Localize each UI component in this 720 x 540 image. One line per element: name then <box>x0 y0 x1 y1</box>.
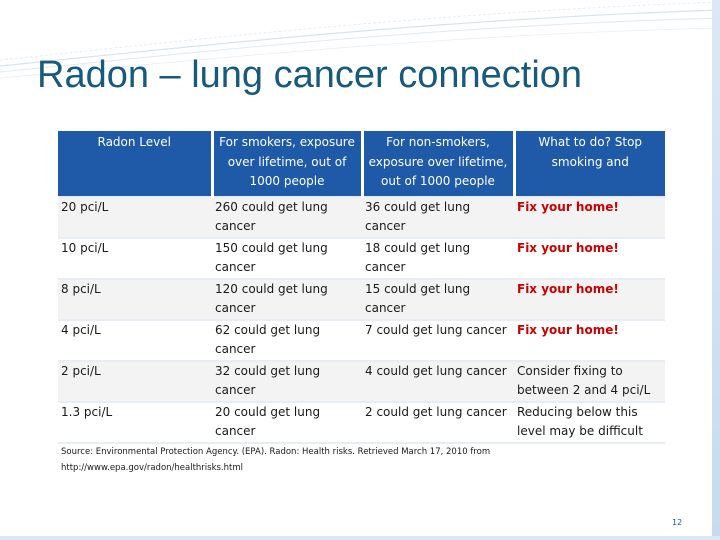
cell-non-smokers: 4 could get lung cancer <box>362 361 514 402</box>
cell-action: Consider fixing to between 2 and 4 pci/L <box>514 361 665 402</box>
cell-smokers: 20 could get lung cancer <box>212 402 362 443</box>
source-row <box>58 443 665 478</box>
header-radon-level: Radon Level <box>58 131 212 197</box>
cell-non-smokers: 15 could get lung cancer <box>362 279 514 320</box>
header-non-smokers: For non-smokers, exposure over lifetime, out of 1000 people <box>362 131 514 197</box>
table-header-row <box>58 131 665 197</box>
table-row <box>58 279 665 320</box>
cell-radon-level: 2 pci/L <box>58 361 212 402</box>
cell-non-smokers: 2 could get lung cancer <box>362 402 514 443</box>
source-citation: Source: Environmental Protection Agency. (EPA). Radon: Health risks. Retrieved March 17, 2010 from http://www.epa.gov/radon/healthrisks.html <box>58 443 665 478</box>
cell-smokers: 120 could get lung cancer <box>212 279 362 320</box>
radon-risk-table <box>58 131 665 478</box>
cell-radon-level: 1.3 pci/L <box>58 402 212 443</box>
slide-title: Radon – lung cancer connection <box>37 54 583 96</box>
cell-smokers: 62 could get lung cancer <box>212 320 362 361</box>
table-row <box>58 361 665 402</box>
table-row <box>58 402 665 443</box>
cell-radon-level: 4 pci/L <box>58 320 212 361</box>
cell-non-smokers: 36 could get lung cancer <box>362 197 514 238</box>
cell-radon-level: 20 pci/L <box>58 197 212 238</box>
table-row <box>58 238 665 279</box>
header-what-to-do: What to do? Stop smoking and <box>514 131 665 197</box>
bottom-edge-band <box>0 536 720 540</box>
table-row <box>58 197 665 238</box>
cell-action: Fix your home! <box>514 238 665 279</box>
cell-action: Fix your home! <box>514 320 665 361</box>
cell-non-smokers: 18 could get lung cancer <box>362 238 514 279</box>
cell-action: Fix your home! <box>514 197 665 238</box>
cell-action: Fix your home! <box>514 279 665 320</box>
table-row <box>58 320 665 361</box>
cell-smokers: 150 could get lung cancer <box>212 238 362 279</box>
right-edge-band <box>712 0 720 540</box>
cell-radon-level: 10 pci/L <box>58 238 212 279</box>
cell-radon-level: 8 pci/L <box>58 279 212 320</box>
cell-action: Reducing below this level may be difficult <box>514 402 665 443</box>
cell-non-smokers: 7 could get lung cancer <box>362 320 514 361</box>
cell-smokers: 32 could get lung cancer <box>212 361 362 402</box>
page-number: 12 <box>672 518 683 527</box>
header-smokers: For smokers, exposure over lifetime, out of 1000 people <box>212 131 362 197</box>
cell-smokers: 260 could get lung cancer <box>212 197 362 238</box>
